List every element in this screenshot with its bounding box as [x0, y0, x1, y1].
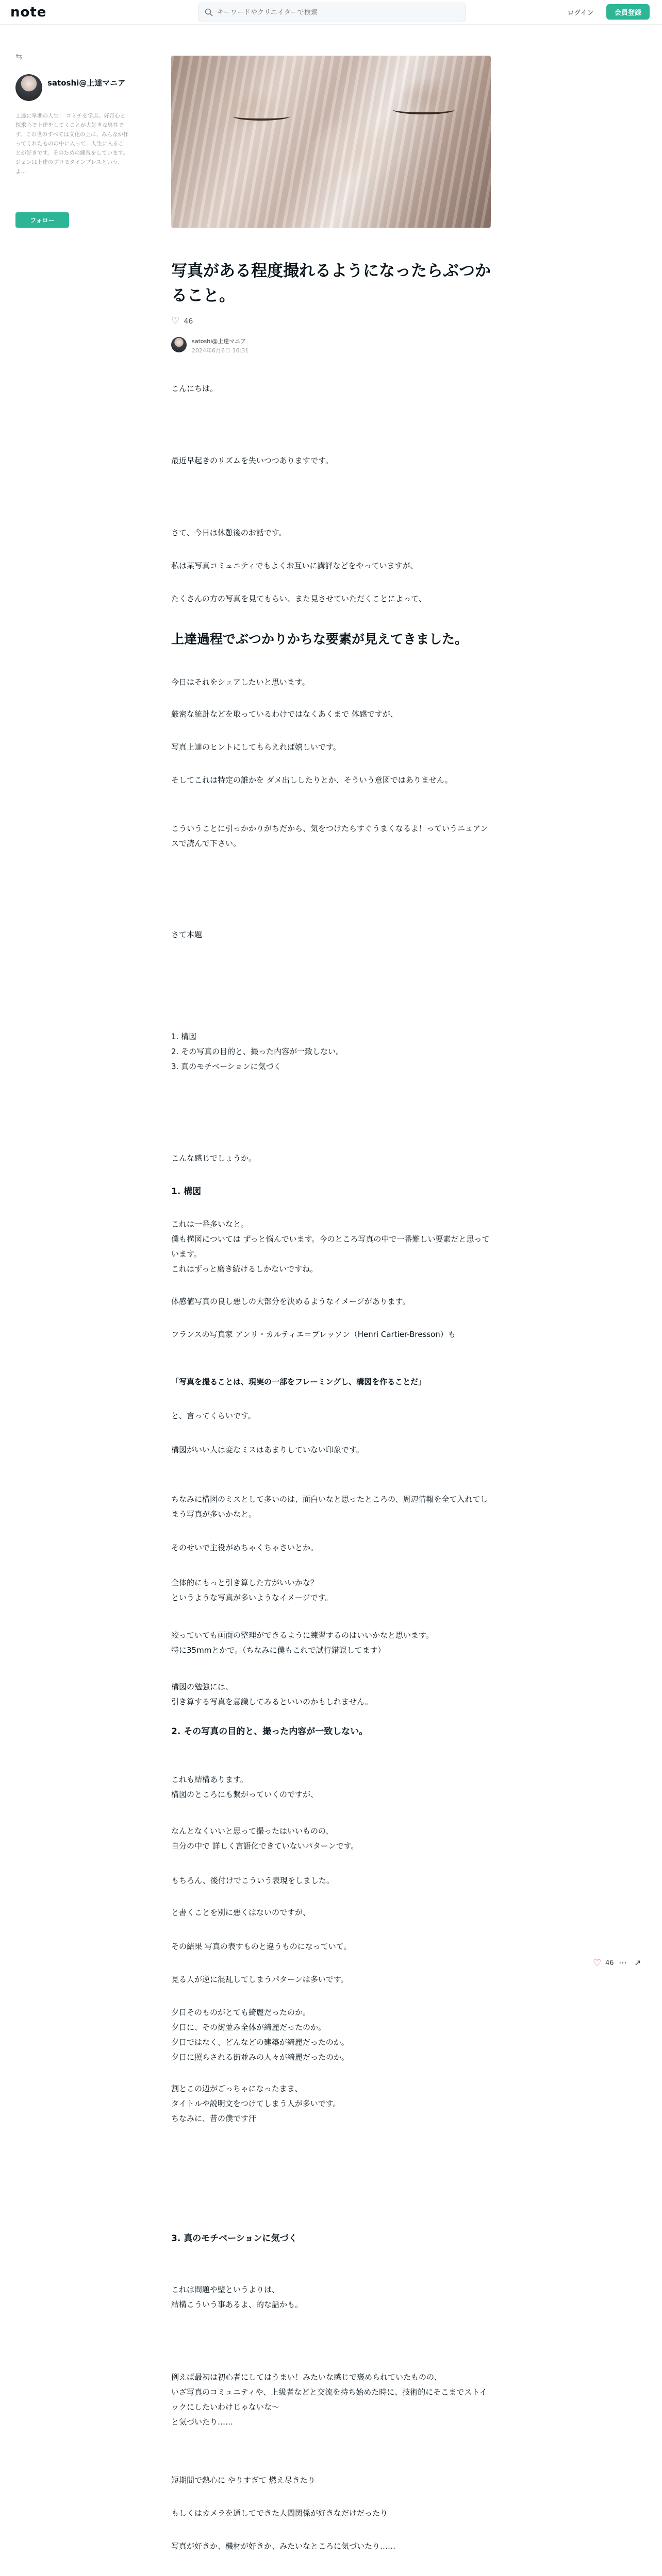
search-box[interactable]	[198, 3, 466, 22]
top-header	[0, 0, 662, 25]
rail-like-count: 46	[605, 1959, 614, 1967]
avatar[interactable]	[15, 74, 42, 101]
paragraph: たくさんの方の写真を見てもらい、また見させていただくことによって、	[171, 594, 426, 603]
quote: 「写真を撮ることは、現実の一部をフレーミングし、構図を作ることだ」	[171, 1377, 426, 1386]
paragraph: その結果 写真の表すものと違うものになっていて。	[171, 1942, 352, 1951]
article-title: 写真がある程度撮れるようになったらぶつかること。	[171, 262, 491, 305]
paragraph: と書くことを別に悪くはないのですが、	[171, 1908, 311, 1917]
paragraph: 絞っていても画面の整理ができるように練習するのはいいかなと思います。 特に35mmとかで。（ちなみに僕もこれで試行錯誤してます）	[171, 1631, 434, 1655]
paragraph: 写真上達のヒントにしてもらえれば嬉しいです。	[171, 742, 341, 752]
paragraph: 見る人が逆に混乱してしまうパターンは多いです。	[171, 1975, 349, 1984]
note-logo[interactable]: note	[10, 5, 47, 20]
sub-heading: 3. 真のモチベーションに気づく	[171, 2233, 297, 2244]
like-count[interactable]	[171, 315, 193, 328]
paragraph: なんとなくいいと思って撮ったはいいものの、 自分の中で 詳しく言語化できていないパターンです。	[171, 1826, 359, 1851]
paragraph: 今日はそれをシェアしたいと思います。	[171, 677, 310, 687]
signup-button[interactable]: 会員登録	[606, 4, 650, 20]
hero-image	[171, 56, 491, 228]
heart-icon[interactable]: ♡	[171, 315, 180, 326]
paragraph: もしくはカメラを通してできた人間関係が好きなだけだったり	[171, 2509, 388, 2518]
search-input[interactable]	[217, 3, 459, 22]
paragraph: 私は某写真コミュニティでもよくお互いに講評などをやっていますが、	[171, 561, 418, 570]
paragraph: こんな感じでしょうか。	[171, 1154, 257, 1163]
back-icon[interactable]: ⇆	[15, 52, 23, 61]
paragraph: 厳密な統計などを取っているわけではなくあくまで 体感ですが、	[171, 709, 398, 719]
section-heading: 上達過程でぶつかりかちな要素が見えてきました。	[171, 632, 468, 647]
author-name[interactable]: satoshi@上達マニア	[47, 78, 126, 88]
paragraph: 構図の勉強には、 引き算する写真を意識してみるといいのかもしれません。	[171, 1682, 373, 1706]
paragraph: 全体的にもっと引き算した方がいいかな？ というような写真が多いようなイメージです。	[171, 1578, 333, 1602]
paragraph: 最近早起きのリズムを失いつつありますです。	[171, 456, 333, 465]
paragraph: 写真が好きか、機材が好きか、みたいなところに気づいたり……	[171, 2541, 396, 2551]
paragraph: 夕日そのものがとても綺麗だったのか。 夕日に、その街並み全体が綺麗だったのか。 夕日ではなく、どんなどの建築が綺麗だったのか。 夕日に照らされる街並みの人々が綺麗だったのか。	[171, 2008, 350, 2062]
paragraph: ちなみに構図のミスとして多いのは、面白いなと思ったところの、周辺情報を全て入れてしまう写真が多いかなと。	[171, 1495, 488, 1519]
search-icon	[205, 8, 213, 16]
paragraph: 体感値写真の良し悪しの大部分を決めるようなイメージがあります。	[171, 1297, 410, 1306]
like-number: 46	[184, 317, 193, 326]
paragraph: こういうことに引っかかりがちだから、気をつけたらすぐうまくなるよ！っていうニュアンスで読んで下さい。	[171, 824, 488, 848]
login-button[interactable]: ログイン	[559, 4, 602, 20]
paragraph: さて、今日は休憩後のお話です。	[171, 528, 287, 537]
paragraph: これも結構あります。 構図のところにも繋がっていくのですが、	[171, 1775, 319, 1799]
paragraph: そしてこれは特定の誰かを ダメ出ししたりとか、そういう意図ではありません。	[171, 775, 453, 785]
like-heart-icon[interactable]: ♡	[593, 1958, 602, 1969]
paragraph: 短期間で熱心に やりすぎて 燃え尽きたり	[171, 2476, 316, 2485]
paragraph	[171, 2573, 491, 2576]
paragraph: 構図がいい人は変なミスはあまりしていない印象です。	[171, 1445, 364, 1454]
paragraph: さて本題	[171, 930, 203, 939]
sub-heading: 1. 構図	[171, 1187, 202, 1197]
paragraph: そのせいで主役がめちゃくちゃさいとか。	[171, 1543, 319, 1552]
follow-button[interactable]: フォロー	[15, 212, 69, 228]
numbered-list: 1. 構図 2. その写真の目的と、撮った内容が一致しない。 3. 真のモチベーションに気づく	[171, 1032, 344, 1071]
paragraph: と、言ってくらいです。	[171, 1411, 256, 1420]
author-bio: 上達に早期の人生！ コミチを学ぶ。好奇心と探求心で上達をしてくことが大好きな男性です。この世のすべては文化の上に、みんなが作ってくれたものの中に入って、人生に入ることが好きです。そのための練習をしています。ジェンは上達のプロモタインプレスという、よ...	[15, 113, 129, 175]
publish-date: 2024年6月6日 16:31	[192, 347, 249, 354]
paragraph: こんにちは。	[171, 384, 218, 393]
floating-action-rail	[593, 1958, 655, 1971]
paragraph: これは一番多いなと。 僕も構図については ずっと悩んでいます。今のところ写真の中で一番難しい要素だと思っています。 これはずっと磨き続けるしかないですね。	[171, 1219, 490, 1274]
more-icon[interactable]: ⋯	[619, 1958, 627, 1968]
paragraph: 例えば最初は初心者にしてはうまい！みたいな感じで褒められていたものの、 いざ写真のコミュニティや、上級者などと交流を持ち始めた時に、技術的にそこまでストイックにしたいわけじゃないな〜 と気づいたり……	[171, 2372, 487, 2427]
byline-author[interactable]: satoshi@上達マニア	[192, 338, 246, 345]
sub-heading: 2. その写真の目的と、撮った内容が一致しない。	[171, 1726, 368, 1737]
byline-avatar[interactable]	[171, 337, 187, 352]
share-icon[interactable]: ↗	[634, 1958, 641, 1968]
paragraph: フランスの写真家 アンリ・カルティエ＝ブレッソン（Henri Cartier-Bresson）も	[171, 1330, 456, 1339]
paragraph: これは問題や壁というよりは、 結構こういう事あるよ、的な話かも。	[171, 2285, 303, 2309]
paragraph: もちろん、後付けでこういう表現をしました。	[171, 1876, 334, 1885]
paragraph: 割とこの辺がごっちゃになったまま、 タイトルや説明文をつけてしまう人が多いです。 ちなみに、昔の僕です汗	[171, 2084, 341, 2123]
